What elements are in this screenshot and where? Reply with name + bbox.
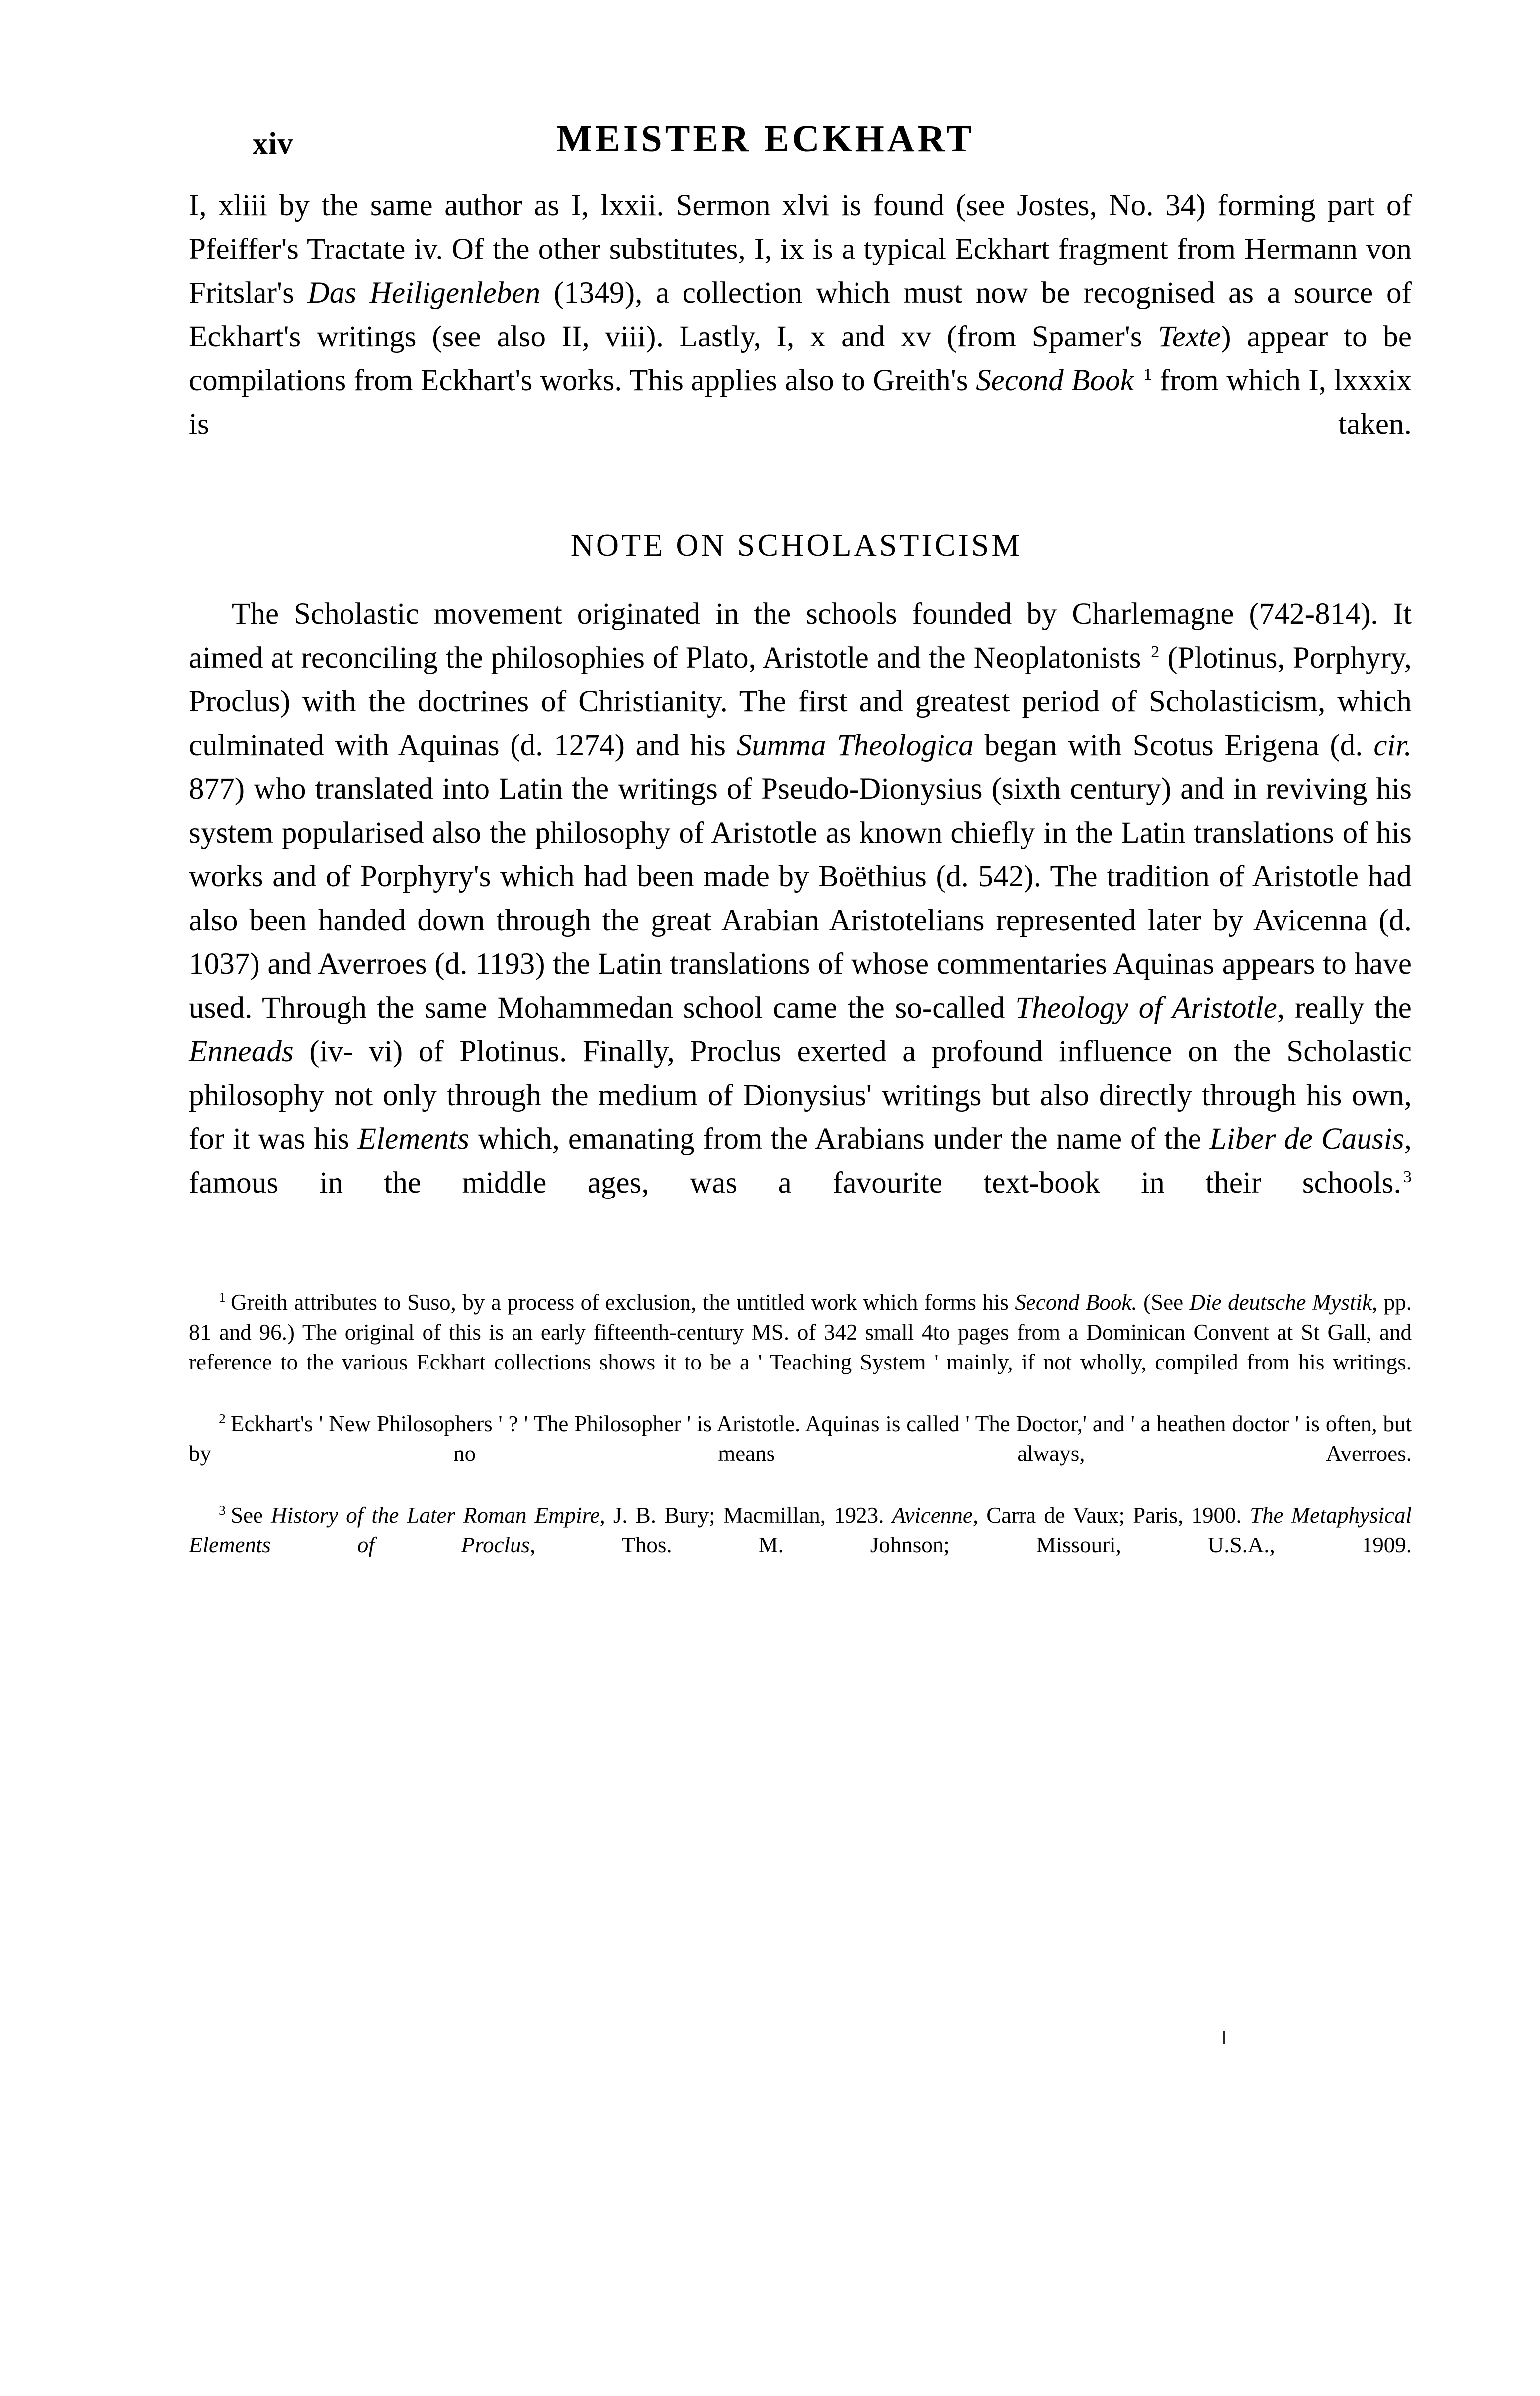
italic-run: Second Book <box>976 364 1134 397</box>
page-number: xiv <box>253 127 294 161</box>
text-run: which, emanating from the Arabians under the name of the <box>469 1122 1210 1156</box>
text-run: The Scholastic movement originated in the schools founded by Charlemagne (742-814). It aimed at reconciling the philosophies of Plato, Aristotle and the Neoplatonists <box>189 598 1412 675</box>
text-run: (Plotinus, Porphyry, Proclus) with the doctrines of Christianity. The first and greatest period of Scholasticism, which culminated with Aquinas (d. 1274) and his <box>189 641 1412 762</box>
italic-run: The Metaphysical Elements of Proclus <box>189 1503 1412 1557</box>
italic-run: Texte <box>1158 320 1221 353</box>
section-heading: NOTE ON SCHOLASTICISM <box>570 527 1023 563</box>
text-run: Carra de Vaux; Paris, 1900. <box>978 1503 1250 1528</box>
text-run: See <box>230 1503 271 1528</box>
footnotes-block <box>189 1287 1412 1590</box>
text-run: Eckhart's ' New Philosophers ' ? ' The Philosopher ' is Aristotle. Aquinas is called ' The Doctor,' and ' a heathen doctor ' is often, but by no means always, Averroes. <box>189 1411 1412 1466</box>
italic-run: Liber de Causis <box>1209 1122 1404 1156</box>
book-title: MEISTER ECKHART <box>556 118 975 160</box>
text-run: from which I, lxxxix is taken. <box>189 364 1412 441</box>
page-content <box>189 119 1412 1592</box>
text-run: (1349), a collection which must now be recognised as a source of Eckhart's writings (see also II, viii). Lastly, I, x and xv (from Spamer's <box>189 276 1412 353</box>
text-run: , pp. 81 and 96.) The original of this is an early fifteenth-century MS. of 342 small 4to pages from a Dominican Convent at St Gall, and reference to the various Eckhart collections shows it to be a ' Teaching System ' mainly, if not wholly, compiled from his writings. <box>189 1290 1412 1374</box>
footnote-marker: 3 <box>219 1503 226 1518</box>
text-run: (iv- vi) of Plotinus. Finally, Proclus exerted a profound influence on the Scholastic philosophy not only through the medium of Dionysius' writings but also directly through his own, for it was his <box>189 1035 1412 1156</box>
italic-run: Elements <box>357 1122 470 1156</box>
footnote-reference[interactable]: 3 <box>1403 1167 1412 1186</box>
scan-stray-mark <box>1223 2031 1225 2044</box>
italic-run: Summa Theologica <box>736 729 974 762</box>
text-run: 877) who translated into Latin the writings of Pseudo-Dionysius (sixth century) and in reviving his system popularised also the philosophy of Aristotle as known chiefly in the Latin translations of his works and of Porphyry's which had been made by Boëthius (d. 542). The tradition of Aristotle had also been handed down through the great Arabian Aristotelians represented later by Avicenna (d. 1037) and Averroes (d. 1193) the Latin translations of whose commentaries Aquinas appears to have used. Through the same Mohammedan school came the so-called <box>189 772 1412 1025</box>
footnote-2 <box>189 1409 1412 1498</box>
body-paragraph-1 <box>189 184 1412 490</box>
footnote-reference[interactable]: 1 <box>1143 365 1152 384</box>
footnote-3 <box>189 1500 1412 1590</box>
text-run: , J. B. Bury; Macmillan, 1923. <box>599 1503 892 1528</box>
italic-run: Theology of Aristotle <box>1015 991 1277 1025</box>
text-run: , famous in the middle ages, was a favourite text-book in their schools. <box>189 1122 1412 1199</box>
text-run: (See <box>1137 1290 1190 1315</box>
text-run <box>1134 364 1141 397</box>
italic-run: Avicenne, <box>892 1503 979 1528</box>
footnote-1 <box>189 1287 1412 1407</box>
footnote-reference[interactable]: 2 <box>1151 642 1160 661</box>
text-run: ) appear to be compilations from Eckhart's works. This applies also to Greith's <box>189 320 1412 397</box>
running-head <box>189 119 1412 184</box>
text-run: I, xliii by the same author as I, lxxii. Sermon xlvi is found (see Jostes, No. 34) forming part of Pfeiffer's Tractate iv. Of the other substitutes, I, ix is a typical Eckhart fragment from Hermann von Fritslar's <box>189 189 1412 310</box>
text-run: began with Scotus Erigena (d. <box>973 729 1374 762</box>
body-paragraph-2 <box>189 593 1412 1249</box>
footnote-marker: 2 <box>219 1411 226 1427</box>
italic-run: Das Heiligenleben <box>307 276 541 310</box>
italic-run: cir. <box>1373 729 1412 762</box>
text-run: , Thos. M. Johnson; Missouri, U.S.A., 1909. <box>530 1533 1412 1557</box>
italic-run: Second Book. <box>1015 1290 1137 1315</box>
footnote-marker: 1 <box>219 1290 226 1305</box>
italic-run: History of the Later Roman Empire <box>271 1503 600 1528</box>
text-run: , really the <box>1277 991 1412 1025</box>
text-run: Greith attributes to Suso, by a process of exclusion, the untitled work which forms his <box>230 1290 1015 1315</box>
italic-run: Enneads <box>189 1035 294 1068</box>
italic-run: Die deutsche Mystik <box>1189 1290 1372 1315</box>
